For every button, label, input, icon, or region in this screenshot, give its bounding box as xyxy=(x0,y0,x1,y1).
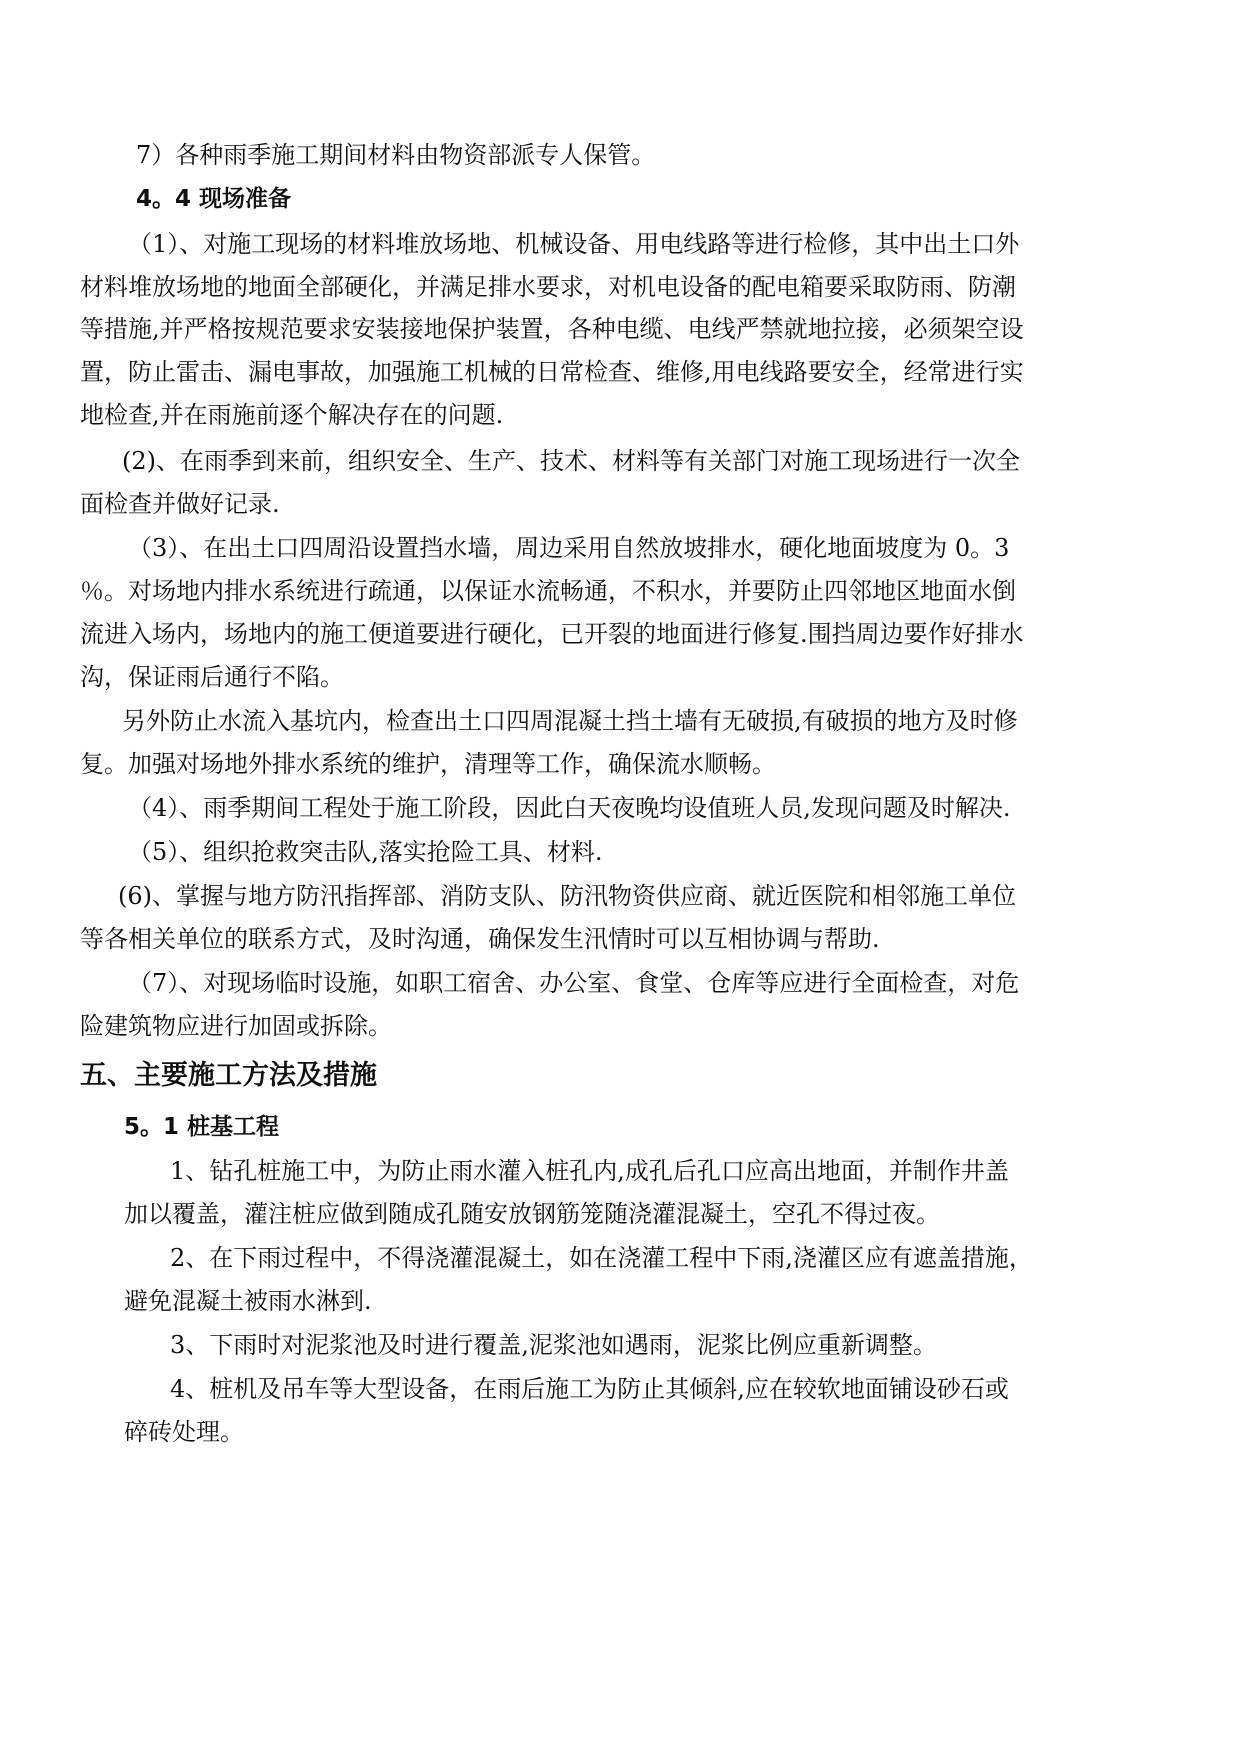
paragraph-line: （3）、在出土口四周沿设置挡水墙，周边采用自然放坡排水，硬化地面坡度为 0。3 xyxy=(128,534,1010,562)
paragraph-line: 沟，保证雨后通行不陷。 xyxy=(80,663,344,691)
paragraph-line: ％。对场地内排水系统进行疏通，以保证水流畅通，不积水，并要防止四邻地区地面水倒 xyxy=(80,577,1016,605)
paragraph-line: 1、钻孔桩施工中，为防止雨水灌入桩孔内,成孔后孔口应高出地面，并制作井盖 xyxy=(170,1157,1009,1185)
paragraph-line: （7）、对现场临时设施，如职工宿舍、办公室、食堂、仓库等应进行全面检查，对危 xyxy=(128,969,1020,997)
paragraph-line: 加以覆盖，灌注桩应做到随成孔随安放钢筋笼随浇灌混凝土，空孔不得过夜。 xyxy=(124,1200,940,1228)
paragraph-line: 面检查并做好记录. xyxy=(80,490,280,518)
section-heading: 4。4 现场准备 xyxy=(136,186,292,212)
chapter-heading: 五、主要施工方法及措施 xyxy=(80,1060,377,1091)
paragraph-line: 避免混凝土被雨水淋到. xyxy=(124,1287,372,1315)
paragraph-line: 等措施,并严格按规范要求安装接地保护装置，各种电缆、电线严禁就地拉接，必须架空设 xyxy=(80,315,1024,343)
paragraph-line: （4）、雨季期间工程处于施工阶段，因此白天夜晚均设值班人员,发现问题及时解决. xyxy=(128,794,1011,822)
paragraph-line: 碎砖处理。 xyxy=(124,1418,244,1446)
paragraph-line: (2)、在雨季到来前，组织安全、生产、技术、材料等有关部门对施工现场进行一次全 xyxy=(122,447,1020,475)
paragraph-line: 复。加强对场地外排水系统的维护，清理等工作，确保流水顺畅。 xyxy=(80,750,776,778)
paragraph-line: 流进入场内，场地内的施工便道要进行硬化，已开裂的地面进行修复.围挡周边要作好排水 xyxy=(80,620,1024,648)
paragraph-line: 置，防止雷击、漏电事故，加强施工机械的日常检查、维修,用电线路要安全，经常进行实 xyxy=(80,358,1024,386)
paragraph-line: 7）各种雨季施工期间材料由物资部派专人保管。 xyxy=(136,141,656,169)
paragraph-line: 另外防止水流入基坑内，检查出土口四周混凝土挡土墙有无破损,有破损的地方及时修 xyxy=(122,707,1018,735)
paragraph-line: 等各相关单位的联系方式，及时沟通，确保发生汛情时可以互相协调与帮助. xyxy=(80,925,880,953)
paragraph-line: 地检查,并在雨施前逐个解决存在的问题. xyxy=(80,401,504,429)
paragraph-line: (6)、掌握与地方防汛指挥部、消防支队、防汛物资供应商、就近医院和相邻施工单位 xyxy=(118,882,1016,910)
section-heading: 5。1 桩基工程 xyxy=(124,1114,280,1140)
paragraph-line: 3、下雨时对泥浆池及时进行覆盖,泥浆池如遇雨，泥浆比例应重新调整。 xyxy=(170,1331,937,1359)
paragraph-line: 4、桩机及吊车等大型设备，在雨后施工为防止其倾斜,应在较软地面铺设砂石或 xyxy=(170,1375,1009,1403)
paragraph-line: 险建筑物应进行加固或拆除。 xyxy=(80,1012,392,1040)
paragraph-line: 2、在下雨过程中，不得浇灌混凝土，如在浇灌工程中下雨,浇灌区应有遮盖措施， xyxy=(170,1244,1033,1272)
paragraph-line: （1）、对施工现场的材料堆放场地、机械设备、用电线路等进行检修，其中出土口外 xyxy=(128,230,1020,258)
paragraph-line: 材料堆放场地的地面全部硬化，并满足排水要求，对机电设备的配电箱要采取防雨、防潮 xyxy=(80,273,1016,301)
paragraph-line: （5）、组织抢救突击队,落实抢险工具、材料. xyxy=(128,838,603,866)
